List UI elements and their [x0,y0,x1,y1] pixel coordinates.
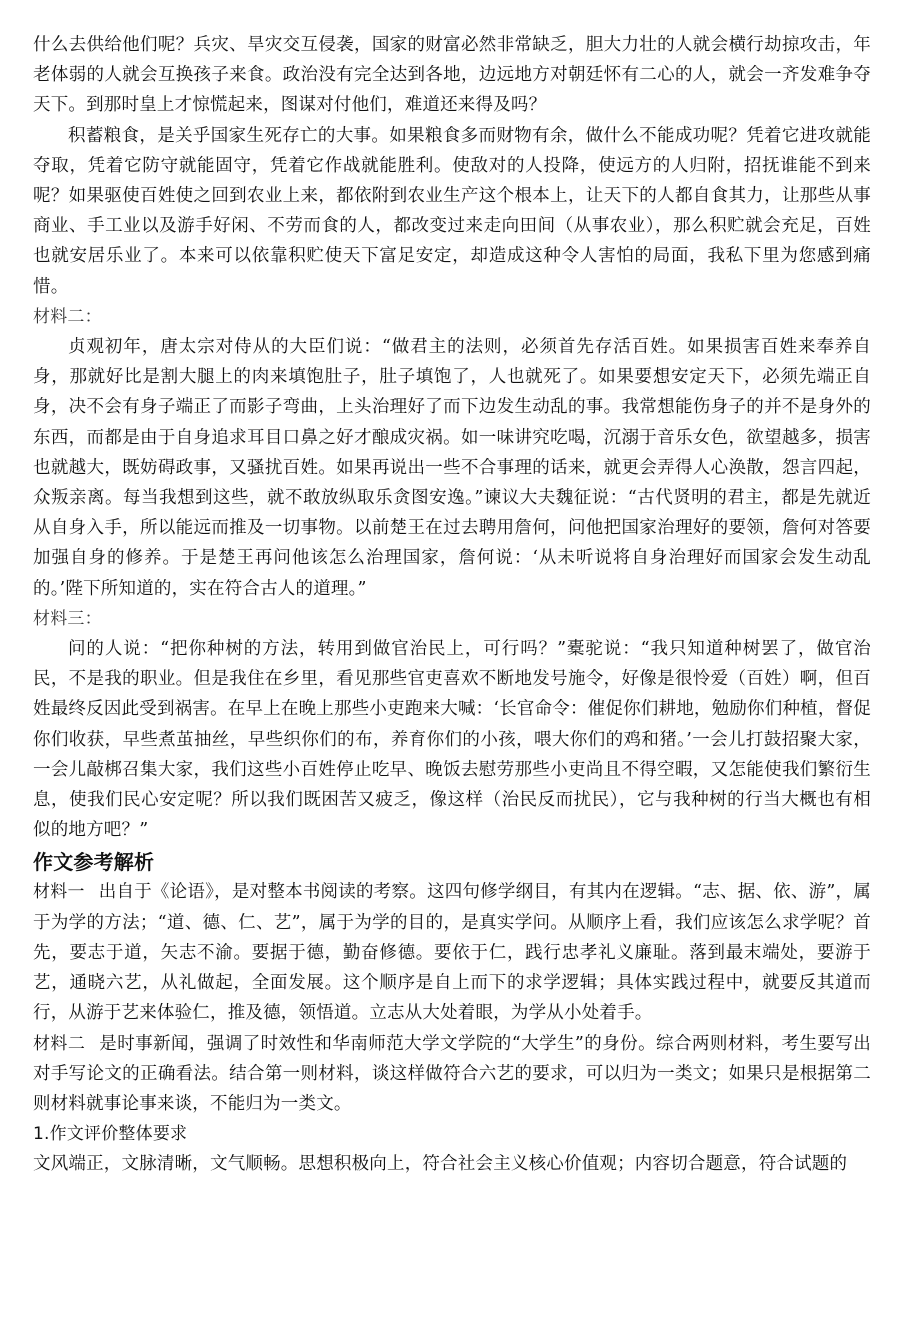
evaluation-subheading: 1.作文评价整体要求 [33,1124,188,1145]
analysis-material1-text: 出自于《论语》，是对整本书阅读的考察。这四句修学纲目，有其内在逻辑。“志、据、依、游”，属于为学的方法；“道、德、仁、艺”，属于为学的目的，是真实学问。从顺序上看，我们应该怎么求学呢？首先，要志于道，矢志不渝。要据于德，勤奋修德。要依于仁，践行忠孝礼义廉耻。落到最末端处，要游于艺，通晓六艺，从礼做起，全面发展。这个顺序是自上而下的求学逻辑；具体实践过程中，就要反其道而行，从游于艺来体验仁，推及德，领悟道。立志从大处着眼，为学从小处着手。 [33,882,871,1024]
material2-paragraph: 贞观初年，唐太宗对侍从的大臣们说：“做君主的法则，必须首先存活百姓。如果损害百姓来奉养自身，那就好比是割大腿上的肉来填饱肚子，肚子填饱了，人也就死了。如果要想安定天下，必须先端正自身，决不会有身子端正了而影子弯曲，上头治理好了而下边发生动乱的事。我常想能伤身子的并不是身外的东西，而都是由于自身追求耳目口鼻之好才酿成灾祸。如一味讲究吃喝，沉溺于音乐女色，欲望越多，损害也就越大，既妨碍政事，又骚扰百姓。如果再说出一些不合事理的话来，就更会弄得人心涣散，怨言四起，众叛亲离。每当我想到这些，就不敢放纵取乐贪图安逸。”谏议大夫魏征说：“古代贤明的君主，都是先就近从自身入手，所以能远而推及一切事物。以前楚王在过去聘用詹何，问他把国家治理好的要领，詹何对答要加强自身的修养。于是楚王再问他该怎么治理国家，詹何说：‘从未听说将自身治理好而国家会发生动乱的。’陛下所知道的，实在符合古人的道理。” [33,337,871,599]
material3-label: 材料三： [33,608,102,629]
analysis-heading: 作文参考解析 [33,850,155,875]
material1-paragraph-2: 积蓄粮食，是关乎国家生死存亡的大事。如果粮食多而财物有余，做什么不能成功呢？凭着它进攻就能夺取，凭着它防守就能固守，凭着它作战就能胜利。使敌对的人投降，使远方的人归附，招抚谁能不到来呢？如果驱使百姓使之回到农业上来，都依附到农业生产这个根本上，让天下的人都自食其力，让那些从事商业、手工业以及游手好闲、不劳而食的人，都改变过来走向田间（从事农业），那么积贮就会充足，百姓也就安居乐业了。本来可以依靠积贮使天下富足安定，却造成这种令人害怕的局面，我私下里为您感到痛惜。 [33,125,871,297]
evaluation-paragraph: 文风端正，文脉清晰，文气顺畅。思想积极向上，符合社会主义核心价值观；内容切合题意，符合试题的 [33,1154,848,1175]
material3-paragraph: 问的人说：“把你种树的方法，转用到做官治民上，可行吗？”橐驼说：“我只知道种树罢了，做官治民，不是我的职业。但是我住在乡里，看见那些官吏喜欢不断地发号施令，好像是很怜爱（百姓）啊，但百姓最终反因此受到祸害。在早上在晚上那些小吏跑来大喊：‘长官命令：催促你们耕地，勉励你们种植，督促你们收获，早些煮茧抽丝，早些织你们的布，养育你们的小孩，喂大你们的鸡和猪。’一会儿打鼓招聚大家，一会儿敲梆召集大家，我们这些小百姓停止吃早、晚饭去慰劳那些小吏尚且不得空暇，又怎能使我们繁衍生息，使我们民心安定呢？所以我们既困苦又疲乏，像这样（治民反而扰民），它与我种树的行当大概也有相似的地方吧？” [33,639,871,841]
analysis-material1 [33,877,871,1028]
material2-label: 材料二： [33,306,102,327]
analysis-material2-tag: 材料二 [33,1033,86,1054]
analysis-material2 [33,1029,871,1120]
analysis-material2-text: 是时事新闻，强调了时效性和华南师范大学文学院的“大学生”的身份。综合两则材料，考生要写出对手写论文的正确看法。结合第一则材料，谈这样做符合六艺的要求，可以归为一类文；如果只是根据第二则材料就事论事来谈，不能归为一类文。 [33,1033,871,1114]
analysis-material1-tag: 材料一 [33,882,85,903]
material1-paragraph-cont: 什么去供给他们呢？兵灾、旱灾交互侵袭，国家的财富必然非常缺乏，胆大力壮的人就会横行劫掠攻击，年老体弱的人就会互换孩子来食。政治没有完全达到各地，边远地方对朝廷怀有二心的人，就会一齐发难争夺天下。到那时皇上才惊慌起来，图谋对付他们，难道还来得及吗？ [33,35,871,116]
document-page [33,30,871,1180]
